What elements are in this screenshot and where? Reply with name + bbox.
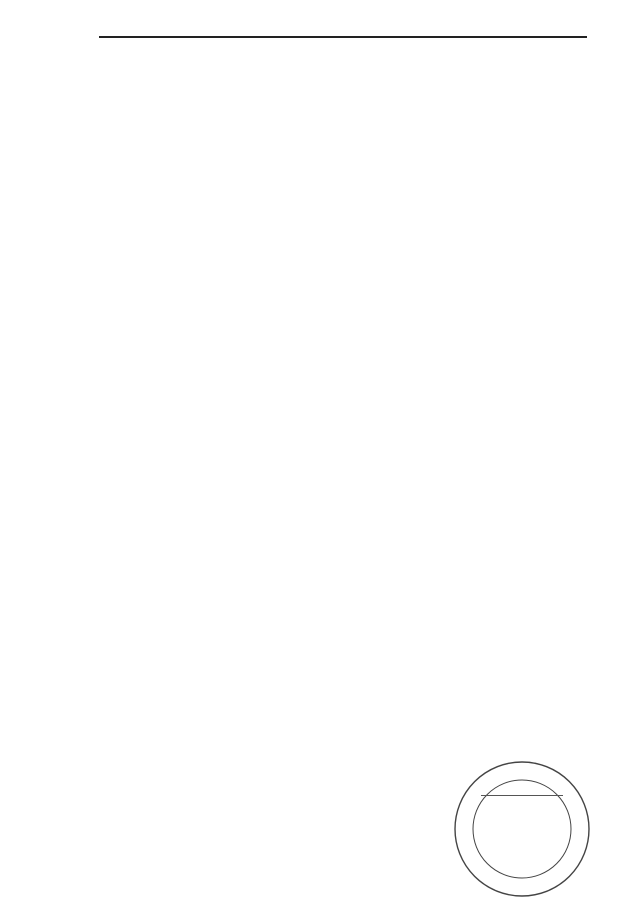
table-header-row	[100, 37, 587, 38]
header-col-1	[100, 37, 152, 38]
services-table	[99, 36, 587, 38]
header-col-2	[152, 37, 587, 38]
stamp-inner-text	[477, 792, 567, 799]
official-stamp	[453, 760, 591, 898]
stamp-seal-graphic	[453, 760, 591, 898]
table-body	[100, 37, 587, 38]
